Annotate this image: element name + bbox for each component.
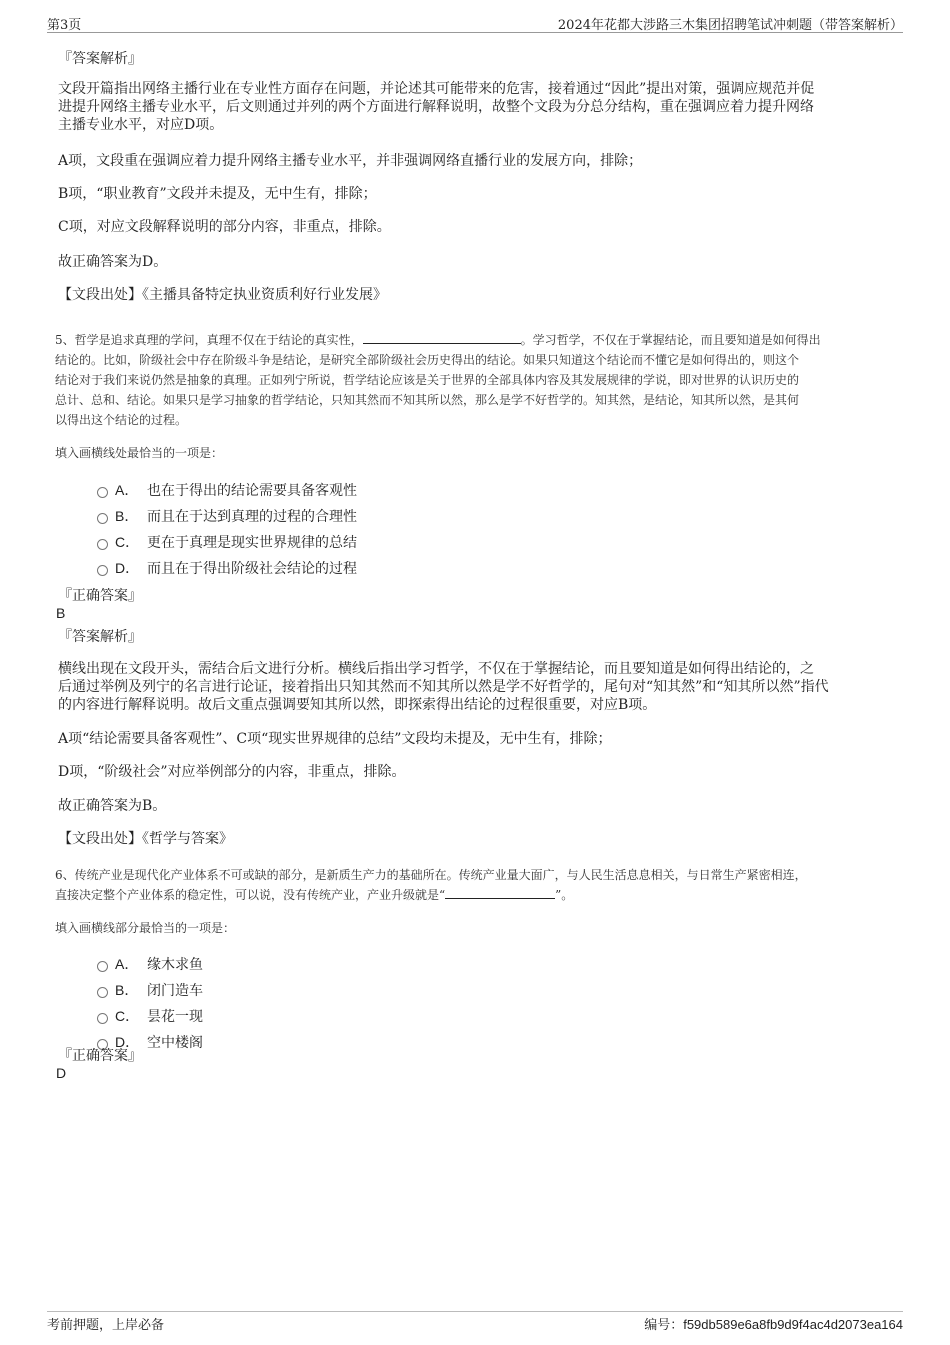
header-divider — [47, 32, 903, 33]
question-5-stem — [55, 330, 900, 430]
footer-divider — [47, 1311, 903, 1312]
option-letter: B． — [115, 982, 139, 998]
analysis-line: 后通过举例及列宁的名言进行论证，接着指出只知其然而不知其所以然是学不好哲学的，尾句对“知其然”和“知其所以然”指代 — [58, 679, 829, 695]
radio-icon[interactable] — [97, 1013, 108, 1024]
correct-answer-heading: 『正确答案』 — [58, 588, 142, 604]
document-serial: 编号：f59db589e6a8fb9d9f4ac4d2073ea164 — [644, 1317, 903, 1332]
analysis-paragraph-1 — [58, 80, 814, 134]
radio-icon[interactable] — [97, 961, 108, 972]
radio-icon[interactable] — [97, 487, 108, 498]
radio-icon[interactable] — [97, 565, 108, 576]
question-6-prompt: 填入画横线部分最恰当的一项是： — [55, 921, 236, 935]
analysis-option-a: A项，文段重在强调应着力提升网络主播专业水平，并非强调网络直播行业的发展方向，排除； — [58, 153, 643, 169]
question-5-line: 总计、总和、结论。如果只是学习抽象的哲学结论，只知其然而不知其所以然，那么是学不好哲学的。知其然，是结论，知其所以然，是其何 — [55, 393, 800, 407]
analysis-heading: 『答案解析』 — [58, 51, 142, 67]
option-letter: B． — [115, 508, 139, 524]
radio-icon[interactable] — [97, 539, 108, 550]
analysis-option-ac: A项“结论需要具备客观性”、C项“现实世界规律的总结”文段均未提及，无中生有，排除； — [58, 731, 612, 747]
analysis-option-c: C项，对应文段解释说明的部分内容，非重点，排除。 — [58, 219, 391, 235]
option-text: 而且在于得出阶级社会结论的过程 — [147, 561, 357, 577]
question-6-text: ”。 — [555, 888, 574, 902]
question-5-prompt: 填入画横线处最恰当的一项是： — [55, 446, 224, 460]
page-number: 第3页 — [47, 18, 82, 33]
analysis-option-d: D项，“阶级社会”对应举例部分的内容，非重点，排除。 — [58, 764, 406, 780]
radio-icon[interactable] — [97, 987, 108, 998]
document-title: 2024年花都大涉路三木集团招聘笔试冲刺题（带答案解析） — [557, 18, 903, 33]
correct-answer-value: B — [56, 605, 66, 621]
footer-slogan: 考前押题，上岸必备 — [47, 1318, 165, 1333]
analysis-line: 进提升网络主播专业水平，后文则通过并列的两个方面进行解释说明，故整个文段为分总分结构，重在强调应着力提升网络 — [58, 99, 814, 115]
option-text: 更在于真理是现实世界规律的总结 — [147, 535, 357, 551]
option-letter: C． — [115, 534, 140, 550]
question-5-text: 5、哲学是追求真理的学问，真理不仅在于结论的真实性， — [55, 333, 363, 347]
analysis-conclusion: 故正确答案为B。 — [58, 798, 167, 814]
analysis-conclusion: 故正确答案为D。 — [58, 254, 168, 270]
option-letter: D． — [115, 560, 140, 576]
option-text: 而且在于达到真理的过程的合理性 — [147, 509, 357, 525]
option-text: 闭门造车 — [147, 983, 203, 999]
option-text: 缘木求鱼 — [147, 957, 203, 973]
analysis-paragraph-5 — [58, 660, 829, 714]
analysis-line: 主播专业水平，对应D项。 — [58, 117, 224, 133]
question-5-line: 以得出这个结论的过程。 — [55, 413, 188, 427]
option-letter: A． — [115, 482, 139, 498]
source-citation: 【文段出处】《哲学与答案》 — [58, 831, 233, 847]
option-text: 昙花一现 — [147, 1009, 203, 1025]
option-text: 空中楼阁 — [147, 1035, 203, 1051]
correct-answer-value: D — [56, 1065, 67, 1081]
fill-blank — [363, 331, 521, 344]
question-6-line: 6、传统产业是现代化产业体系不可或缺的部分，是新质生产力的基础所在。传统产业量大面广，与人民生活息息相关，与日常生产紧密相连， — [55, 868, 807, 882]
question-5-text: 。学习哲学，不仅在于掌握结论，而且要知道是如何得出 — [520, 333, 821, 347]
question-5-line: 结论的。比如，阶级社会中存在阶级斗争是结论，是研究全部阶级社会历史得出的结论。如果只知道这个结论而不懂它是如何得出的，则这个 — [55, 353, 800, 367]
option-text: 也在于得出的结论需要具备客观性 — [147, 483, 357, 499]
correct-answer-heading: 『正确答案』 — [58, 1048, 142, 1064]
question-5-line: 结论对于我们来说仍然是抽象的真理。正如列宁所说，哲学结论应该是关于世界的全部具体内容及其发展规律的学说，即对世界的认识历史的 — [55, 373, 800, 387]
fill-blank — [445, 886, 555, 899]
analysis-line: 的内容进行解释说明。故后文重点强调要知其所以然，即探索得出结论的过程很重要，对应B项。 — [58, 697, 657, 713]
analysis-heading: 『答案解析』 — [58, 629, 142, 645]
option-letter: C． — [115, 1008, 140, 1024]
option-letter: D． — [115, 1034, 140, 1050]
source-citation: 【文段出处】《主播具备特定执业资质利好行业发展》 — [58, 287, 387, 303]
question-6-text: 直接决定整个产业体系的稳定性，可以说，没有传统产业，产业升级就是“ — [55, 888, 446, 902]
option-letter: A． — [115, 956, 139, 972]
analysis-line: 横线出现在文段开头，需结合后文进行分析。横线后指出学习哲学，不仅在于掌握结论，而且要知道是如何得出结论的，之 — [58, 661, 814, 677]
analysis-line: 文段开篇指出网络主播行业在专业性方面存在问题，并论述其可能带来的危害，接着通过“因此”提出对策，强调应规范并促 — [58, 81, 815, 97]
analysis-option-b: B项，“职业教育”文段并未提及，无中生有，排除； — [58, 186, 377, 202]
page-header — [47, 14, 903, 34]
question-6-stem — [55, 865, 900, 905]
radio-icon[interactable] — [97, 513, 108, 524]
